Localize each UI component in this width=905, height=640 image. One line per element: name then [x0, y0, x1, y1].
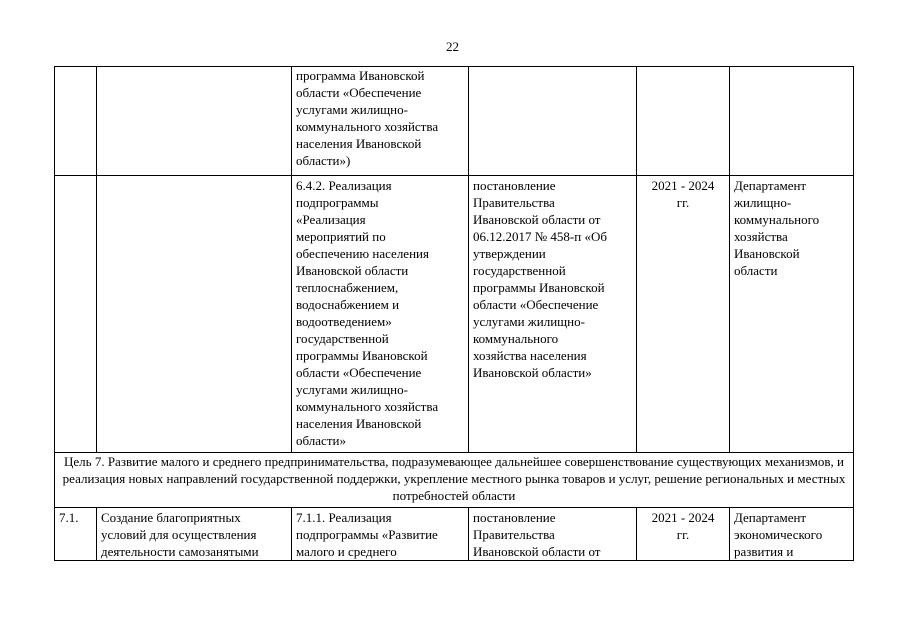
cell-executor: Департамент экономического развития и [730, 508, 854, 561]
page-number: 22 [446, 39, 459, 54]
goal-row [55, 453, 854, 508]
table-row [55, 508, 854, 561]
cell-task: Создание благоприятных условий для осуществления деятельности самозанятыми [97, 508, 292, 561]
table-row [55, 67, 854, 176]
cell-number: 7.1. [55, 508, 97, 561]
cell-number [55, 176, 97, 453]
cell-executor: Департамент жилищно- коммунального хозяйства Ивановской области [730, 176, 854, 453]
cell-document: постановление Правительства Ивановской области от [469, 508, 637, 561]
cell-document [469, 67, 637, 176]
cell-measure: программа Ивановской области «Обеспечение услугами жилищно- коммунального хозяйства населения Ивановской области») [292, 67, 469, 176]
cell-period: 2021 - 2024 гг. [637, 176, 730, 453]
goal-heading: Цель 7. Развитие малого и среднего предпринимательства, подразумевающее дальнейшее совершенствование существующих механизмов, и реализация новых направлений государственной поддержки, укрепление местного рынка товаров и услуг, решение региональных и местных потребностей области [55, 453, 854, 508]
cell-period: 2021 - 2024 гг. [637, 508, 730, 561]
cell-measure: 7.1.1. Реализация подпрограммы «Развитие малого и среднего [292, 508, 469, 561]
table-row [55, 176, 854, 453]
measures-table [54, 66, 854, 561]
cell-measure: 6.4.2. Реализация подпрограммы «Реализация мероприятий по обеспечению населения Ивановской области теплоснабжением, водоснабжением и водоотведением» государственной программы Ивановской области «Обеспечение услугами жилищно- коммунального хозяйства населения Ивановской области» [292, 176, 469, 453]
cell-period [637, 67, 730, 176]
cell-document: постановление Правительства Ивановской области от 06.12.2017 № 458-п «Об утверждении государственной программы Ивановской области «Обеспечение услугами жилищно- коммунального хозяйства населения Ивановской области» [469, 176, 637, 453]
cell-number [55, 67, 97, 176]
cell-task [97, 176, 292, 453]
cell-executor [730, 67, 854, 176]
cell-task [97, 67, 292, 176]
